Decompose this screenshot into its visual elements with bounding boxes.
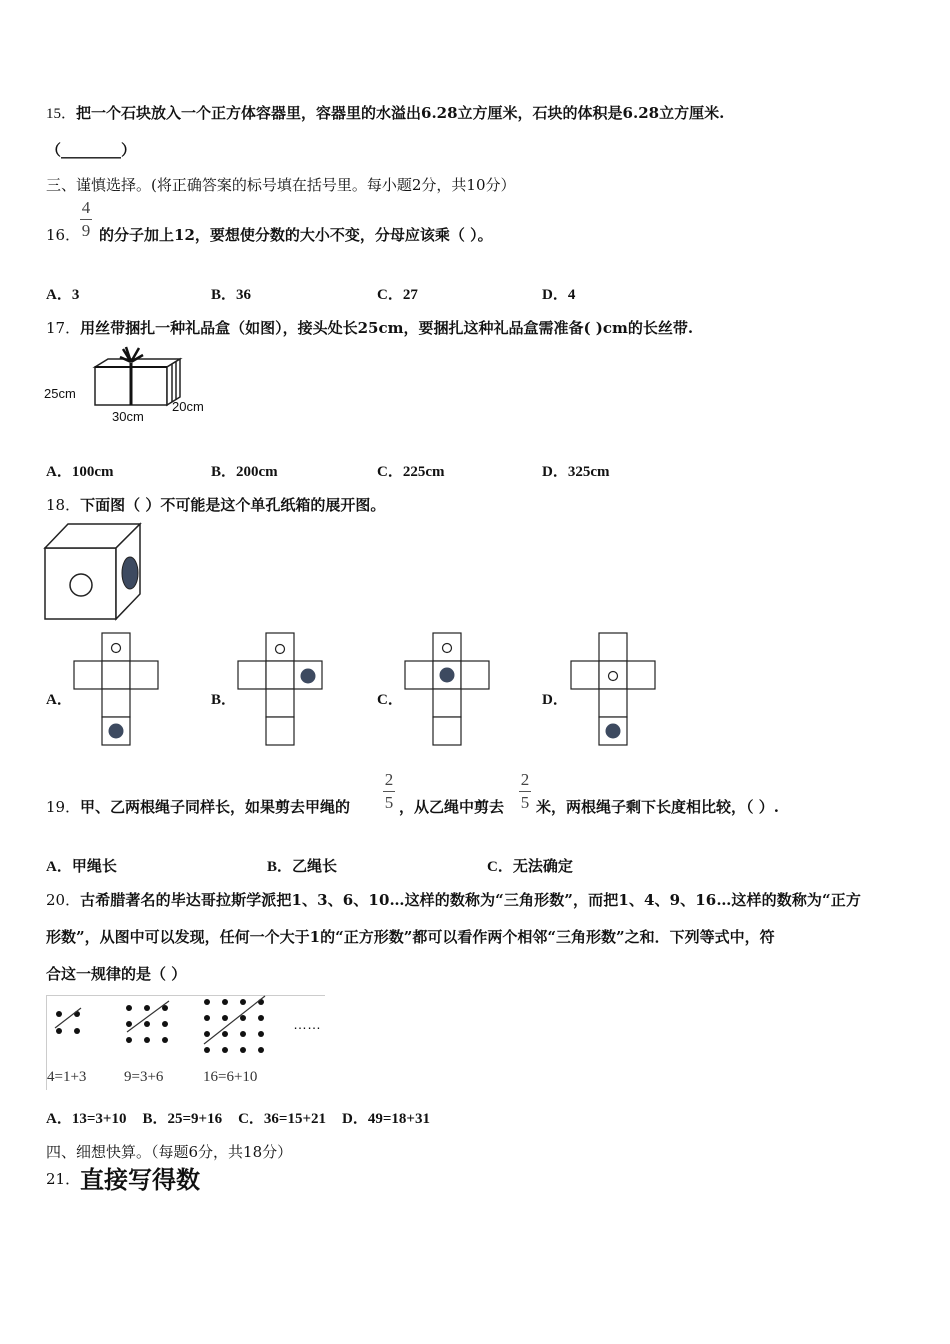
q16-option-d-value: 4 <box>567 287 576 303</box>
q20-option-a-value: 13=3+10 <box>71 1111 127 1127</box>
q17-option-c-label: C． <box>377 464 403 480</box>
q15-line <box>46 102 724 123</box>
q17-option-b-value: 200cm <box>236 464 278 480</box>
q20-option-c-value: 36=15+21 <box>263 1111 327 1127</box>
q16-fraction-bar <box>80 219 92 220</box>
q16-fraction-denominator: 9 <box>81 221 91 240</box>
q20-fig-label-3: 16=6+10 <box>203 1069 258 1085</box>
q19-fraction-2 <box>519 771 531 812</box>
q20-option-b-value: 25=9+16 <box>167 1111 223 1127</box>
section-3-heading: 三、谨慎选择。(将正确答案的标号填在括号里。每小题2分，共10分） <box>46 176 516 194</box>
q16-number: 16． <box>46 226 81 244</box>
q16-fraction-numerator: 4 <box>81 198 91 217</box>
q16-option-c[interactable] <box>377 283 418 304</box>
q18-net-a[interactable] <box>74 633 160 745</box>
q18-cube-figure <box>45 522 145 622</box>
q19-option-b-label: B． <box>267 859 293 875</box>
q17-fig-label-left: 25cm <box>44 386 76 401</box>
q17-option-a-value: 100cm <box>71 464 114 480</box>
q18-text: 下面图（ ）不可能是这个单孔纸箱的展开图。 <box>80 496 386 514</box>
q20-line-1 <box>46 889 861 910</box>
q20-option-b[interactable] <box>142 1111 222 1127</box>
q16-option-a-label: A． <box>46 287 72 303</box>
q20-text-1: 古希腊著名的毕达哥拉斯学派把1、3、6、10…这样的数称为“三角形数”，而把1、4、9、16…这样的数称为“正方 <box>80 891 861 909</box>
q18-option-b[interactable]: B． <box>211 692 237 708</box>
q19-fraction-2-numerator: 2 <box>520 770 530 789</box>
q17-number: 17． <box>46 319 81 337</box>
q17-option-c-value: 225cm <box>402 464 445 480</box>
q19-option-a[interactable] <box>46 855 117 876</box>
q20-options <box>46 1107 430 1128</box>
q20-text-2: 形数”，从图中可以发现，任何一个大于1的“正方形数”都可以看作两个相邻“三角形数”之和．下列等式中，符 <box>46 928 775 946</box>
q15-number: 15． <box>46 106 77 122</box>
q16-option-a[interactable] <box>46 283 79 304</box>
q20-fig-ellipsis: …… <box>293 1016 321 1032</box>
q21-number: 21． <box>46 1170 81 1188</box>
q17-option-a-label: A． <box>46 464 72 480</box>
q19-fraction-1-bar <box>383 791 395 792</box>
q17-line <box>46 317 693 338</box>
q15-answer-blank[interactable]: （________） <box>46 141 137 159</box>
q19-fraction-2-bar <box>519 791 531 792</box>
q18-net-c[interactable] <box>405 633 491 745</box>
q20-option-a-label: A． <box>46 1111 72 1127</box>
q18-line <box>46 494 385 515</box>
q19-fraction-1-numerator: 2 <box>384 770 394 789</box>
q16-option-a-value: 3 <box>71 287 80 303</box>
q18-option-a[interactable]: A． <box>46 692 72 708</box>
q16-option-c-value: 27 <box>402 287 418 303</box>
q16-option-d[interactable] <box>542 283 575 304</box>
q19-fraction-1 <box>383 771 395 812</box>
q17-option-d[interactable] <box>542 460 610 481</box>
q21-title: 直接写得数 <box>80 1165 200 1194</box>
q20-dots-4x4 <box>201 996 281 1076</box>
q17-option-d-value: 325cm <box>567 464 610 480</box>
q20-option-d-value: 49=18+31 <box>367 1111 430 1127</box>
q16-text: 的分子加上12，要想使分数的大小不变，分母应该乘（ ）。 <box>99 226 493 244</box>
q19-option-b[interactable] <box>267 855 337 876</box>
q19-option-b-value: 乙绳长 <box>292 857 338 875</box>
q17-option-b[interactable] <box>211 460 278 481</box>
q20-number: 20． <box>46 891 81 909</box>
q17-fig-label-bottom: 30cm <box>112 409 144 424</box>
q19-text-part3: 米，两根绳子剩下长度相比较，（ ）. <box>536 798 779 816</box>
q19-option-c-label: C． <box>487 859 513 875</box>
q17-text: 用丝带捆扎一种礼品盒（如图），接头处长25cm，要捆扎这种礼品盒需准备( )cm的长丝带. <box>80 319 694 337</box>
q18-number: 18． <box>46 496 81 514</box>
q16-option-d-label: D． <box>542 287 568 303</box>
q19-option-c[interactable] <box>487 855 573 876</box>
q18-net-b[interactable] <box>238 633 324 745</box>
q18-option-d[interactable]: D． <box>542 692 568 708</box>
q16-fraction <box>80 199 92 240</box>
q19-number: 19． <box>46 798 81 816</box>
q17-option-c[interactable] <box>377 460 445 481</box>
q19-option-a-value: 甲绳长 <box>71 857 117 875</box>
q18-option-c[interactable]: C． <box>377 692 403 708</box>
q17-option-d-label: D． <box>542 464 568 480</box>
q17-option-a[interactable] <box>46 460 114 481</box>
q20-option-b-label: B． <box>142 1111 168 1127</box>
q20-dots-2x2 <box>53 1006 93 1046</box>
q19-option-a-label: A． <box>46 859 72 875</box>
q16-option-b-value: 36 <box>236 287 252 303</box>
q20-option-c[interactable] <box>238 1111 326 1127</box>
section-4-heading: 四、细想快算。（每题6分，共18分） <box>46 1143 293 1161</box>
q19-text-part2: ，从乙绳中剪去 <box>399 798 505 816</box>
q20-fig-label-1: 4=1+3 <box>47 1069 87 1085</box>
q16-option-c-label: C． <box>377 287 403 303</box>
q20-dots-3x3 <box>123 1002 183 1062</box>
q20-option-d[interactable] <box>342 1111 430 1127</box>
q20-text-3: 合这一规律的是（ ） <box>46 965 187 983</box>
q19-text-part1: 甲、乙两根绳子同样长，如果剪去甲绳的 <box>80 798 351 816</box>
q20-fig-label-2: 9=3+6 <box>124 1069 164 1085</box>
q16-option-b-label: B． <box>211 287 237 303</box>
q20-dot-figure <box>46 995 325 1090</box>
q17-option-b-label: B． <box>211 464 237 480</box>
q15-text: 把一个石块放入一个正方体容器里，容器里的水溢出6.28立方厘米，石块的体积是6.28立方厘米. <box>76 104 725 122</box>
q19-option-c-value: 无法确定 <box>512 857 573 875</box>
q17-fig-label-right: 20cm <box>172 399 204 414</box>
q16-option-b[interactable] <box>211 283 251 304</box>
q20-option-c-label: C． <box>238 1111 264 1127</box>
q18-net-d[interactable] <box>571 633 657 745</box>
q20-option-a[interactable] <box>46 1111 126 1127</box>
q19-fraction-1-denominator: 5 <box>384 793 394 812</box>
q20-option-d-label: D． <box>342 1111 368 1127</box>
q19-fraction-2-denominator: 5 <box>520 793 530 812</box>
